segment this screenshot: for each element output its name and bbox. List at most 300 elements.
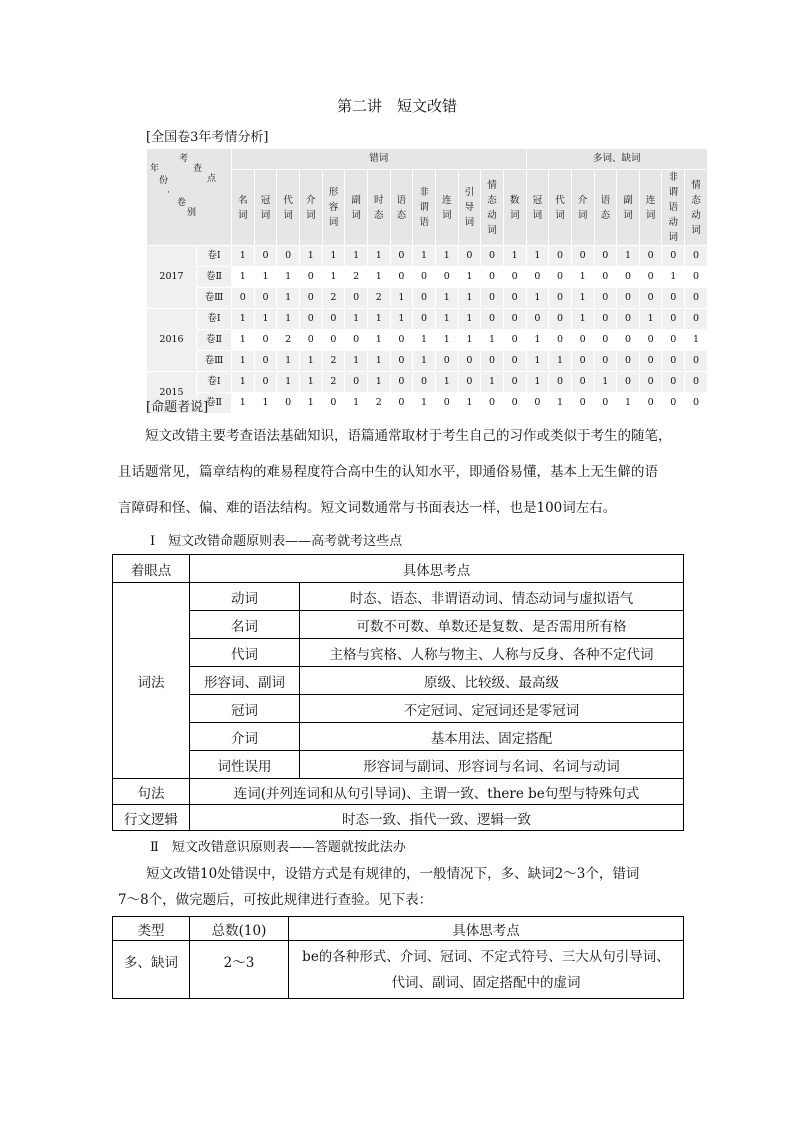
detail-pronoun: 主格与宾格、人称与物主、人称与反身、各种不定代词 (300, 639, 684, 667)
detail-syntax: 连词(并列连词和从句引导词)、主谓一致、there be句型与特殊句式 (190, 779, 684, 805)
count-cell: 0 (526, 393, 549, 414)
paper-cell: 卷Ⅱ (197, 330, 232, 351)
column-header-char: 介 (306, 194, 316, 206)
column-header (639, 170, 662, 246)
header-focus: 着眼点 (113, 555, 190, 583)
count-cell: 0 (299, 309, 322, 330)
column-header-char: 动 (691, 209, 701, 221)
count-cell: 0 (345, 330, 368, 351)
column-header (413, 170, 436, 246)
count-cell: 2 (322, 288, 345, 309)
count-cell: 0 (571, 351, 594, 372)
count-cell: 1 (367, 351, 390, 372)
count-cell: 0 (685, 267, 708, 288)
column-header-char: 非 (419, 187, 429, 198)
count-cell: 1 (367, 267, 390, 288)
count-cell: 1 (481, 330, 504, 351)
column-header-char: 冠 (260, 194, 271, 206)
section2-para-line-1: 短文改错10处错误中，设错方式是有规律的，一般情况下，多、缺词2～3个，错词 (146, 866, 640, 882)
analysis-label: [全国卷3年考情分析] (146, 130, 269, 145)
column-header-char: 语 (600, 194, 611, 206)
count-cell: 1 (299, 351, 322, 372)
count-cell: 0 (322, 393, 345, 414)
column-header (458, 170, 481, 246)
column-header-char: 态 (374, 209, 384, 221)
count-cell: 1 (254, 393, 277, 414)
count-cell: 0 (571, 393, 594, 414)
count-cell: 0 (571, 372, 594, 393)
column-header-char: 词 (328, 217, 339, 228)
count-cell: 0 (685, 372, 708, 393)
count-cell: 0 (594, 267, 617, 288)
detail-noun: 可数不可数、单数还是复数、是否需用所有格 (300, 611, 684, 639)
count-cell: 0 (549, 309, 572, 330)
count-cell: 1 (435, 372, 458, 393)
count-cell: 0 (503, 288, 526, 309)
count-cell: 2 (345, 267, 368, 288)
count-cell: 0 (617, 330, 640, 351)
count-cell: 0 (639, 246, 662, 267)
column-header-char: 副 (351, 194, 361, 206)
count-cell: 0 (390, 246, 413, 267)
count-cell: 0 (458, 372, 481, 393)
count-cell: 1 (345, 246, 368, 267)
section2-heading: Ⅱ 短文改错意识原则表——答题就按此法办 (150, 840, 406, 855)
table-row (147, 351, 708, 372)
count-cell: 1 (367, 246, 390, 267)
count-cell: 0 (345, 288, 368, 309)
commentary-line-1: 短文改错主要考查语法基础知识，语篇通常取材于考生自己的习作或类似于考生的随笔， (145, 428, 672, 444)
column-header (254, 170, 277, 246)
count-cell: 1 (232, 393, 255, 414)
count-cell: 0 (254, 330, 277, 351)
column-header-char: 介 (577, 194, 588, 206)
count-cell: 1 (345, 393, 368, 414)
column-header-char: 词 (306, 209, 316, 221)
detail-article: 不定冠词、定冠词还是零冠词 (300, 695, 684, 723)
count-cell: 0 (662, 246, 685, 267)
corner-bottom-label: 别 (187, 208, 197, 218)
count-cell: 0 (481, 288, 504, 309)
count-cell: 0 (503, 267, 526, 288)
count-cell: 0 (254, 372, 277, 393)
column-header (367, 170, 390, 246)
count-cell: 0 (299, 267, 322, 288)
corner-bottom-label: 年 (150, 164, 160, 174)
count-cell: 0 (458, 246, 481, 267)
category-cifa: 词法 (113, 583, 190, 779)
count-cell: 0 (662, 351, 685, 372)
count-cell: 0 (639, 330, 662, 351)
count-cell: 1 (232, 351, 255, 372)
count-cell: 0 (617, 267, 640, 288)
count-cell: 0 (639, 351, 662, 372)
corner-header (147, 149, 232, 246)
count-cell: 0 (549, 267, 572, 288)
column-header-char: 词 (351, 209, 361, 221)
detail-cell (289, 941, 684, 999)
column-header-char: 谓 (668, 187, 679, 198)
column-header-char: 名 (238, 194, 248, 206)
paper-cell: 卷Ⅰ (197, 372, 232, 393)
count-cell: 0 (322, 330, 345, 351)
count-cell: 1 (277, 288, 300, 309)
commentary-line-3: 言障碍和怪、偏、难的语法结构。短文词数通常与书面表达一样，也是100词左右。 (118, 500, 617, 516)
count-cell: 0 (390, 372, 413, 393)
count-cell: 0 (481, 351, 504, 372)
commentary-line-2: 且话题常见，篇章结构的难易程度符合高中生的认知水平，即通俗易懂，基本上无生僻的语 (118, 464, 658, 480)
count-cell: 1 (322, 267, 345, 288)
count-cell: 1 (526, 330, 549, 351)
paper-cell: 卷Ⅱ (197, 267, 232, 288)
count-cell: 0 (435, 267, 458, 288)
column-header-char: 态 (487, 194, 497, 206)
count-cell: 1 (367, 372, 390, 393)
count-cell: 0 (232, 288, 255, 309)
column-header-char: 时 (374, 194, 384, 206)
column-header (232, 170, 255, 246)
count-cell: 0 (571, 246, 594, 267)
column-header-char: 态 (396, 209, 407, 221)
total-cell: 2～3 (190, 941, 289, 999)
column-header-char: 情 (691, 179, 701, 191)
column-header (435, 170, 458, 246)
column-header (322, 170, 345, 246)
count-cell: 2 (277, 330, 300, 351)
column-header-char: 词 (668, 232, 679, 243)
table-row (147, 267, 708, 288)
count-cell: 0 (390, 330, 413, 351)
count-cell: 0 (662, 372, 685, 393)
item-article: 冠词 (190, 695, 300, 723)
principle-table (112, 554, 684, 831)
count-cell: 0 (639, 267, 662, 288)
count-cell: 1 (367, 309, 390, 330)
column-header-char: 态 (691, 194, 701, 206)
column-header-char: 词 (645, 209, 656, 221)
column-header-char: 语 (419, 217, 429, 228)
count-cell: 0 (549, 330, 572, 351)
count-cell: 0 (617, 309, 640, 330)
count-cell: 0 (594, 393, 617, 414)
table-row (147, 330, 708, 351)
column-header-char: 形 (328, 187, 339, 198)
detail-line-1: be的各种形式、介词、冠词、不定式符号、三大从句引导词、 (302, 948, 670, 965)
count-cell: 0 (549, 372, 572, 393)
count-cell: 1 (458, 309, 481, 330)
item-preposition: 介词 (190, 723, 300, 751)
column-header-char: 连 (441, 194, 452, 206)
year-cell: 2016 (147, 309, 197, 372)
item-adjective-adverb: 形容词、副词 (190, 667, 300, 695)
group-missing-header: 多词、缺词 (526, 149, 707, 170)
count-cell: 0 (254, 351, 277, 372)
count-cell: 1 (526, 246, 549, 267)
header-detail: 具体思考点 (289, 917, 684, 941)
type-cell: 多、缺词 (113, 941, 190, 999)
column-header-char: 词 (623, 209, 633, 221)
paper-cell: 卷Ⅲ (197, 351, 232, 372)
count-cell: 0 (481, 267, 504, 288)
count-cell: 1 (413, 246, 436, 267)
column-header-char: 词 (441, 209, 452, 221)
corner-bottom-label: 份 (159, 176, 169, 186)
corner-bottom-label: · (167, 188, 170, 198)
count-cell: 0 (299, 288, 322, 309)
count-cell: 1 (232, 246, 255, 267)
count-cell: 0 (617, 372, 640, 393)
count-cell: 0 (526, 309, 549, 330)
count-cell: 1 (413, 330, 436, 351)
count-cell: 1 (639, 309, 662, 330)
column-header (390, 170, 413, 246)
count-cell: 1 (481, 372, 504, 393)
item-part-of-speech: 词性误用 (190, 751, 300, 779)
count-cell: 0 (639, 288, 662, 309)
count-cell: 1 (526, 351, 549, 372)
count-cell: 1 (299, 372, 322, 393)
count-cell: 1 (435, 246, 458, 267)
exam-statistics-table (146, 148, 708, 414)
column-header-char: 动 (668, 217, 679, 228)
commentary-label: [命题者说] (146, 400, 209, 415)
count-cell: 0 (685, 246, 708, 267)
count-cell: 0 (413, 288, 436, 309)
count-cell: 1 (232, 309, 255, 330)
count-cell: 1 (503, 246, 526, 267)
count-cell: 0 (503, 351, 526, 372)
table-row (147, 309, 708, 330)
section2-para-line-2: 7～8个，做完题后，可按此规律进行查验。见下表： (118, 892, 433, 908)
count-cell: 1 (617, 246, 640, 267)
detail-adjective-adverb: 原级、比较级、最高级 (300, 667, 684, 695)
column-header-char: 容 (328, 202, 339, 213)
column-header-char: 词 (464, 217, 475, 228)
count-cell: 0 (549, 288, 572, 309)
count-cell: 1 (277, 372, 300, 393)
paper-cell: 卷Ⅰ (197, 309, 232, 330)
item-noun: 名词 (190, 611, 300, 639)
count-cell: 0 (662, 393, 685, 414)
year-cell: 2017 (147, 246, 197, 309)
column-header-char: 情 (487, 179, 497, 191)
column-header-char: 词 (691, 224, 701, 236)
count-cell: 0 (617, 351, 640, 372)
count-cell: 1 (254, 267, 277, 288)
column-header-char: 词 (532, 209, 543, 221)
column-header (277, 170, 300, 246)
count-cell: 0 (413, 372, 436, 393)
count-cell: 0 (322, 309, 345, 330)
count-cell: 1 (413, 351, 436, 372)
count-cell: 2 (367, 393, 390, 414)
corner-top-label: 点 (207, 174, 217, 184)
column-header (571, 170, 594, 246)
count-cell: 1 (277, 267, 300, 288)
count-cell: 0 (685, 351, 708, 372)
count-cell: 2 (322, 372, 345, 393)
count-cell: 1 (345, 309, 368, 330)
count-cell: 1 (254, 309, 277, 330)
count-cell: 0 (685, 288, 708, 309)
column-header-char: 连 (645, 194, 656, 206)
column-header (503, 170, 526, 246)
detail-preposition: 基本用法、固定搭配 (300, 723, 684, 751)
detail-logic: 时态一致、指代一致、逻辑一致 (190, 805, 684, 831)
count-cell: 0 (254, 288, 277, 309)
column-header-char: 动 (487, 209, 497, 221)
count-cell: 2 (322, 351, 345, 372)
item-pronoun: 代词 (190, 639, 300, 667)
column-header-char: 冠 (532, 194, 543, 206)
count-cell: 0 (413, 309, 436, 330)
count-cell: 1 (685, 330, 708, 351)
count-cell: 0 (503, 309, 526, 330)
column-header-char: 词 (283, 209, 293, 221)
group-error-header: 错词 (232, 149, 527, 170)
count-cell: 0 (526, 267, 549, 288)
year-cell: 2015 (147, 372, 197, 414)
count-cell: 1 (390, 309, 413, 330)
count-cell: 0 (594, 246, 617, 267)
column-header (549, 170, 572, 246)
count-cell: 0 (662, 330, 685, 351)
count-cell: 1 (390, 288, 413, 309)
column-header-char: 词 (577, 209, 588, 221)
count-cell: 0 (662, 309, 685, 330)
count-cell: 1 (617, 393, 640, 414)
count-cell: 1 (299, 246, 322, 267)
item-verb: 动词 (190, 583, 300, 611)
column-header (299, 170, 322, 246)
column-header-char: 非 (668, 172, 679, 183)
count-cell: 0 (390, 267, 413, 288)
count-cell: 0 (481, 309, 504, 330)
count-cell: 0 (685, 309, 708, 330)
count-cell: 0 (277, 246, 300, 267)
count-cell: 0 (639, 372, 662, 393)
paper-cell: 卷Ⅱ (197, 393, 232, 414)
header-detail: 具体思考点 (190, 555, 684, 583)
category-syntax: 句法 (113, 779, 190, 805)
count-cell: 0 (571, 330, 594, 351)
category-logic: 行文逻辑 (113, 805, 190, 831)
count-cell: 1 (594, 372, 617, 393)
column-header (526, 170, 549, 246)
count-cell: 0 (458, 351, 481, 372)
detail-verb: 时态、语态、非谓语动词、情态动词与虚拟语气 (300, 583, 684, 611)
column-header-char: 代 (283, 194, 293, 206)
table-row (147, 246, 708, 267)
count-cell: 0 (299, 330, 322, 351)
count-cell: 1 (571, 309, 594, 330)
count-cell: 0 (503, 372, 526, 393)
count-cell: 0 (639, 393, 662, 414)
corner-bottom-label: 卷 (177, 198, 187, 208)
column-header-char: 谓 (419, 202, 429, 213)
count-cell: 1 (232, 330, 255, 351)
page-title: 第二讲 短文改错 (336, 97, 457, 115)
count-cell: 2 (367, 288, 390, 309)
count-cell: 1 (322, 246, 345, 267)
count-cell: 1 (299, 393, 322, 414)
count-cell: 0 (345, 372, 368, 393)
count-cell: 1 (571, 288, 594, 309)
count-cell: 1 (232, 372, 255, 393)
count-cell: 0 (503, 330, 526, 351)
count-cell: 1 (277, 309, 300, 330)
count-cell: 1 (526, 372, 549, 393)
count-cell: 0 (254, 246, 277, 267)
count-cell: 0 (594, 330, 617, 351)
column-header-char: 词 (509, 209, 520, 221)
column-header-char: 语 (668, 202, 679, 213)
detail-part-of-speech: 形容词与副词、形容词与名词、名词与动词 (300, 751, 684, 779)
count-cell: 1 (367, 330, 390, 351)
count-cell: 1 (662, 267, 685, 288)
count-cell: 1 (458, 330, 481, 351)
count-cell: 1 (526, 288, 549, 309)
column-header-char: 词 (487, 224, 497, 236)
count-cell: 0 (435, 351, 458, 372)
header-total: 总数(10) (190, 917, 289, 941)
count-cell: 0 (481, 246, 504, 267)
strategy-table (112, 916, 684, 999)
count-cell: 1 (413, 393, 436, 414)
column-header-char: 态 (600, 209, 611, 221)
count-cell: 0 (594, 351, 617, 372)
detail-line-2: 代词、副词、固定搭配中的虚词 (391, 974, 581, 991)
column-header-char: 引 (464, 187, 475, 198)
column-header-char: 导 (464, 202, 475, 213)
count-cell: 0 (594, 288, 617, 309)
count-cell: 0 (549, 246, 572, 267)
count-cell: 0 (435, 393, 458, 414)
table-row (147, 372, 708, 393)
count-cell: 0 (277, 393, 300, 414)
count-cell: 1 (435, 288, 458, 309)
count-cell: 1 (345, 351, 368, 372)
count-cell: 1 (549, 393, 572, 414)
count-cell: 1 (277, 351, 300, 372)
count-cell: 0 (390, 351, 413, 372)
count-cell: 0 (617, 288, 640, 309)
count-cell: 0 (390, 393, 413, 414)
column-header-char: 词 (238, 209, 248, 221)
table-row (147, 393, 708, 414)
column-header-char: 副 (623, 194, 633, 206)
count-cell: 0 (685, 393, 708, 414)
section1-heading: Ⅰ 短文改错命题原则表——高考就考这些点 (150, 534, 403, 549)
count-cell: 0 (503, 393, 526, 414)
count-cell: 1 (435, 330, 458, 351)
count-cell: 1 (458, 393, 481, 414)
paper-cell: 卷Ⅲ (197, 288, 232, 309)
count-cell: 0 (481, 393, 504, 414)
column-header (662, 170, 685, 246)
column-header (594, 170, 617, 246)
column-header-char: 语 (396, 194, 407, 206)
corner-top-label: 考 (179, 154, 189, 164)
column-header (617, 170, 640, 246)
column-header-char: 代 (555, 194, 565, 206)
column-header-char: 数 (509, 194, 520, 206)
count-cell: 1 (549, 351, 572, 372)
column-header (481, 170, 504, 246)
count-cell: 0 (413, 267, 436, 288)
count-cell: 0 (594, 309, 617, 330)
column-header (685, 170, 708, 246)
